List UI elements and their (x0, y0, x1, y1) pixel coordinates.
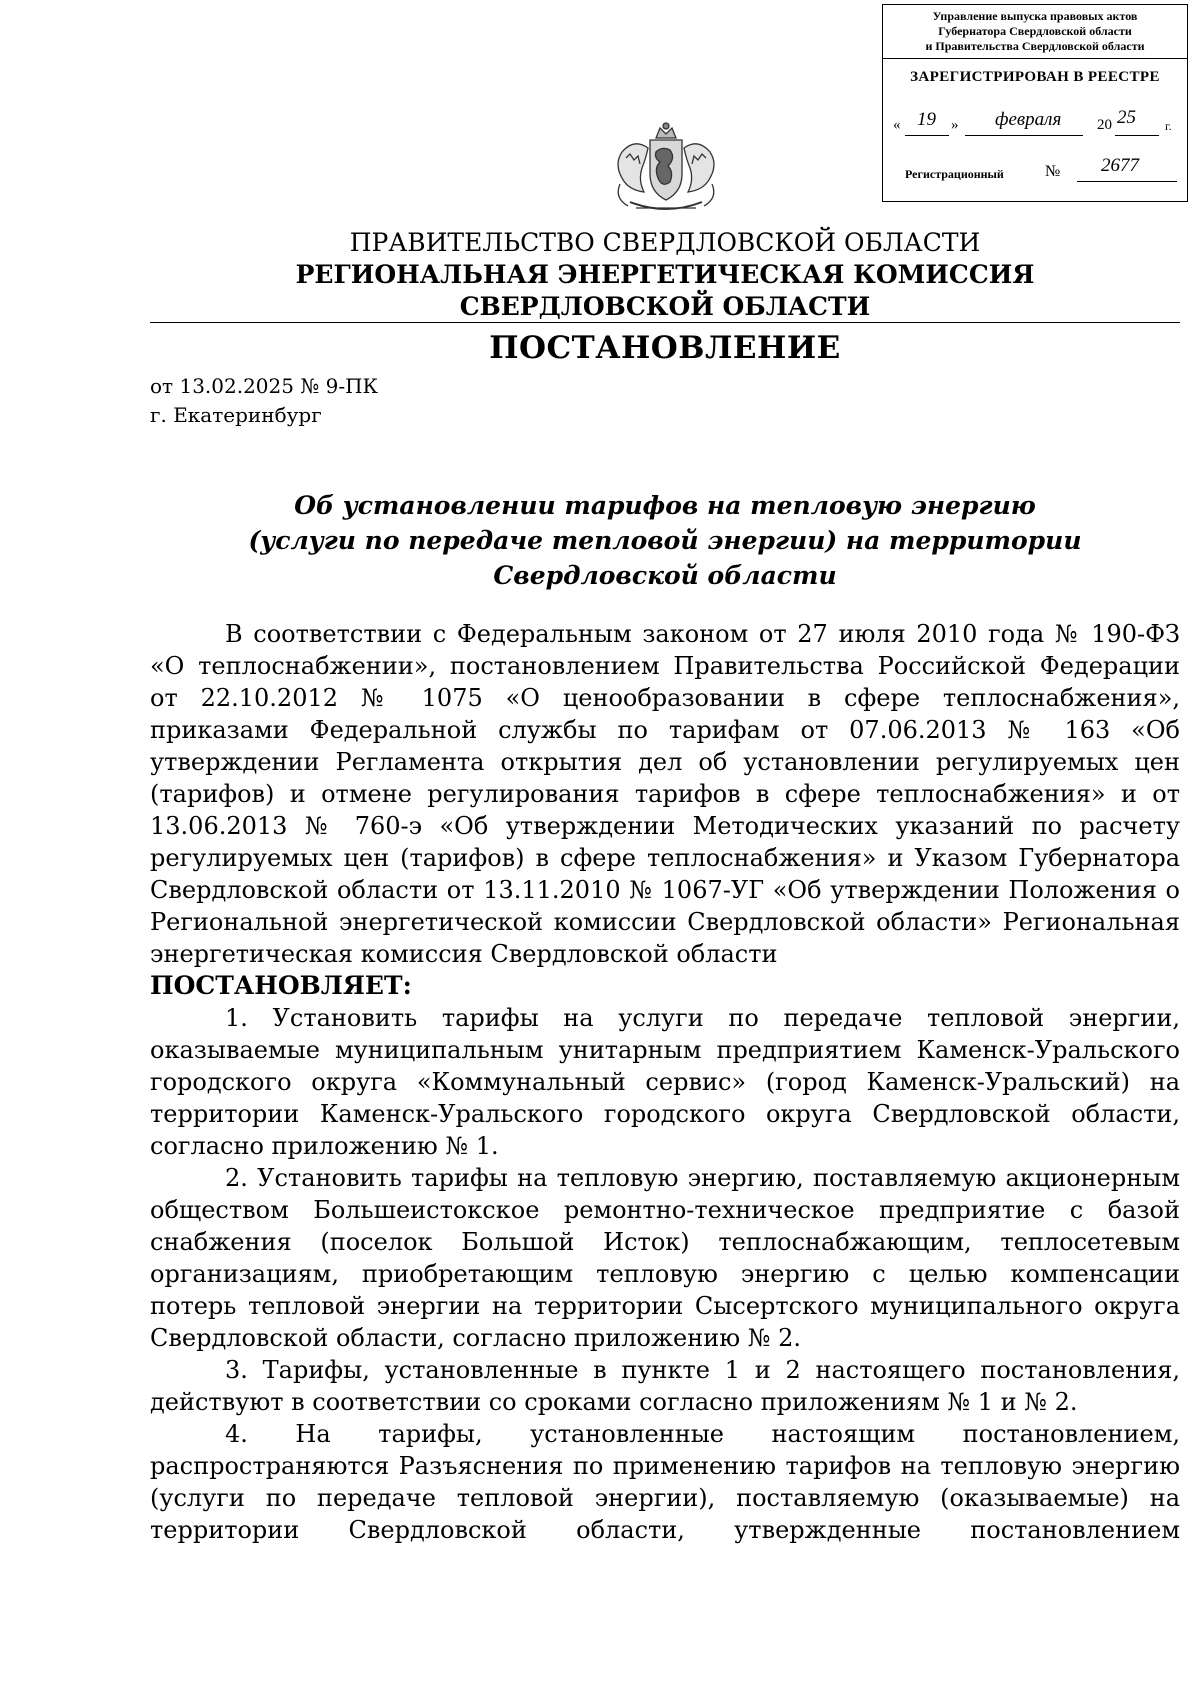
resolves-heading: ПОСТАНОВЛЯЕТ: (150, 971, 412, 1000)
document-date-number: от 13.02.2025 № 9-ПК (150, 374, 379, 398)
preamble-paragraph: В соответствии с Федеральным законом от 27 июля 2010 года № 190-ФЗ «О теплоснабжении», постановлением Правительства Российской Федерации от 22.10.2012 № 1075 «О ценообразовании в сфере теплоснабжения», приказами Федеральной службы по тарифам от 07.06.2013 № 163 «Об утверждении Регламента открытия дел об установлении регулируемых цен (тарифов) и отмене регулирования тарифов в сфере теплоснабжения» и от 13.06.2013 № 760-э «Об утверждении Методических указаний по расчету регулируемых цен (тарифов) в сфере теплоснабжения» и Указом Губернатора Свердловской области от 13.11.2010 № 1067-УГ «Об утверждении Положения о Региональной энергетической комиссии Свердловской области» Региональная энергетическая комиссия Свердловской области (150, 620, 1180, 968)
stamp-date-month: февраля (995, 109, 1062, 130)
document-body (150, 618, 1180, 1546)
stamp-department-line: Губернатора Свердловской области (938, 24, 1132, 38)
item-2-paragraph: 2. Установить тарифы на тепловую энергию, поставляемую акционерным обществом Большеистокское ремонтно-техническое предприятие с базой снабжения (поселок Большой Исток) теплоснабжающим, теплосетевым организациям, приобретающим тепловую энергию с целью компенсации потерь тепловой энергии на территории Сысертского муниципального округа Свердловской области, согласно приложению № 2. (150, 1164, 1180, 1352)
document-title-line2: (услуги по передаче тепловой энергии) на территории Свердловской области (248, 526, 1082, 590)
document-title (150, 488, 1180, 593)
commission-name-line2: СВЕРДЛОВСКОЙ ОБЛАСТИ (459, 292, 871, 321)
stamp-number-underline (1077, 181, 1177, 182)
stamp-year-prefix: 20 (1097, 117, 1112, 133)
stamp-registered-label: ЗАРЕГИСТРИРОВАН В РЕЕСТРЕ (910, 69, 1160, 85)
stamp-number-sign: № (1045, 163, 1061, 180)
stamp-reg-number-label: Регистрационный (905, 167, 1004, 181)
document-city: г. Екатеринбург (150, 403, 322, 427)
item-1-paragraph: 1. Установить тарифы на услуги по передаче тепловой энергии, оказываемые муниципальным унитарным предприятием Каменск-Уральского городского округа «Коммунальный сервис» (город Каменск-Уральский) на территории Каменск-Уральского городского округа Свердловской области, согласно приложению № 1. (150, 1004, 1180, 1160)
coat-of-arms-emblem (600, 118, 732, 222)
header-divider (150, 322, 1180, 323)
stamp-year-abbrev: г. (1165, 119, 1172, 133)
stamp-department-line: и Правительства Свердловской области (925, 39, 1145, 53)
stamp-day-underline (905, 135, 949, 136)
stamp-year-underline (1115, 135, 1159, 136)
item-3-paragraph: 3. Тарифы, установленные в пункте 1 и 2 настоящего постановления, действуют в соответствии со сроками согласно приложениям № 1 и № 2. (150, 1356, 1180, 1416)
stamp-reg-number: 2677 (1101, 155, 1139, 176)
document-type: ПОСТАНОВЛЕНИЕ (489, 330, 841, 366)
stamp-date (893, 107, 1183, 143)
stamp-department (883, 5, 1187, 59)
stamp-date-day: 19 (917, 109, 936, 130)
stamp-department-line: Управление выпуска правовых актов (932, 9, 1138, 23)
document-title-line1: Об установлении тарифов на тепловую энергию (294, 491, 1036, 520)
registration-stamp (882, 4, 1188, 202)
stamp-close-quote: » (951, 117, 959, 133)
commission-name-line1: РЕГИОНАЛЬНАЯ ЭНЕРГЕТИЧЕСКАЯ КОМИССИЯ (295, 260, 1035, 289)
stamp-open-quote: « (893, 117, 901, 133)
stamp-month-underline (965, 135, 1083, 136)
stamp-registration-number (905, 155, 1185, 191)
stamp-year-suffix: 25 (1117, 107, 1136, 128)
government-name: ПРАВИТЕЛЬСТВО СВЕРДЛОВСКОЙ ОБЛАСТИ (349, 228, 981, 257)
item-4-paragraph: 4. На тарифы, установленные настоящим постановлением, распространяются Разъяснения по применению тарифов на тепловую энергию (услуги по передаче тепловой энергии), поставляемую (оказываемые) на территории Свердловской области, утвержденные постановлением (150, 1420, 1180, 1544)
